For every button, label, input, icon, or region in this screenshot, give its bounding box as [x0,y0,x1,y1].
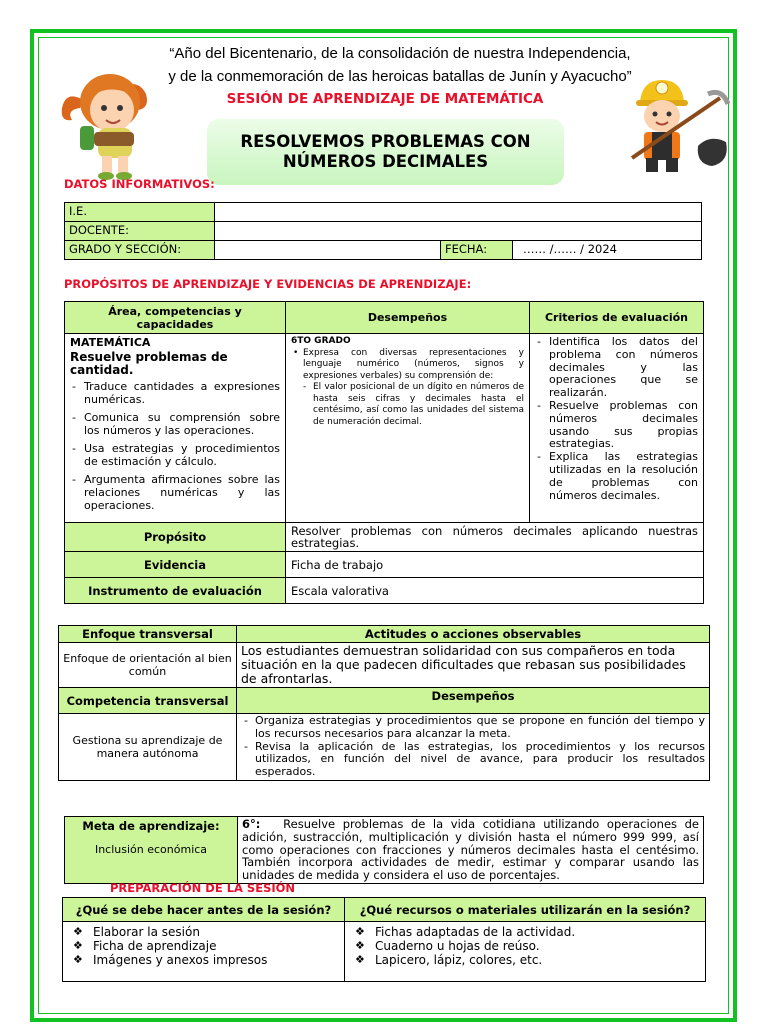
meta-grade: 6°: [242,817,261,831]
recursos-col-header: ¿Qué recursos o materiales utilizarán en la sesión? [345,898,706,922]
topic-line-1: RESOLVEMOS PROBLEMAS CON [240,132,531,151]
antes-item: ❖ Ficha de aprendizaje [69,939,338,953]
desempeno-transversal-item: - Organiza estrategias y procedimientos que se propone en función del tiempo y los recursos necesarios para alcanzar la meta. [241,715,705,741]
criterio-item: - Resuelve problemas con números decimales usando sus propias estrategias. [535,400,698,451]
ie-field[interactable] [215,203,702,222]
capacidad-item: - Usa estrategias y procedimientos de estimación y cálculo. [70,442,280,468]
area-cell [65,334,286,523]
competencia-transversal-items [237,714,710,781]
desempeno-transversal-item: - Revisa la aplicación de las estrategias, los procedimientos y los recursos utilizados, en función del nivel de avance, para producir los resultados esperados. [241,741,705,779]
capacidad-item: - Comunica su comprensión sobre los números y las operaciones. [70,411,280,437]
recurso-item: ❖ Cuaderno u hojas de reúso. [351,939,699,953]
motto-line-2: y de la conmemoración de las heroicas batallas de Junín y Ayacucho” [168,68,632,85]
grado-label: GRADO Y SECCIÓN: [65,241,215,260]
enfoque-name: Enfoque de orientación al bien común [59,643,237,688]
grade-label: 6TO GRADO [291,336,351,346]
criterios-list [535,336,698,502]
capacidades-list [70,380,280,512]
area-name: MATEMÁTICA [70,336,151,349]
meta-label-cell [65,817,238,884]
capacidad-item: - Traduce cantidades a expresiones numéricas. [70,380,280,406]
evidencia-value: Ficha de trabajo [286,552,704,578]
docente-field[interactable] [215,222,702,241]
topic-title-box [207,119,564,185]
docente-label: DOCENTE: [65,222,215,241]
miner-worker-clipart [612,58,730,176]
col-desempenos-header: Desempeños [286,302,530,334]
datos-table [64,202,702,260]
propositos-heading: PROPÓSITOS DE APRENDIZAJE Y EVIDENCIAS DE APRENDIZAJE: [64,277,472,291]
criterio-item: - Identifica los datos del problema con números decimales y las operaciones que se realizarán. [535,336,698,400]
grado-field[interactable] [215,241,441,260]
desempeno-sub: - El valor posicional de un dígito en números de hasta seis cifras y decimales hasta el centésimo, así como las unidades del sistema de numeración decimal. [291,382,524,428]
recursos-cell [345,922,706,982]
col-criterios-header: Criterios de evaluación [530,302,704,334]
preparacion-heading: PREPARACIÓN DE LA SESIÓN [110,881,296,895]
antes-col-header: ¿Qué se debe hacer antes de la sesión? [63,898,345,922]
criterios-cell [530,334,704,523]
topic-line-2: NÚMEROS DECIMALES [282,152,489,171]
propositos-table [64,301,704,604]
competencia-name: Resuelve problemas de cantidad. [70,350,228,377]
actitudes-col-header: Actitudes o acciones observables [237,626,710,643]
meta-text: Resuelve problemas de la vida cotidiana utilizando operaciones de adición, sustracción, multiplicación y división hasta el número 999 999, así como operaciones con fracciones y números decimales hasta el centésimo. También incorpora actividades de medir, estimar y comparar usando las unidades de medida y considera el uso de porcentajes. [242,817,700,883]
desempenos-cell [286,334,530,523]
instrumento-label: Instrumento de evaluación [65,578,286,604]
ie-label: I.E. [65,203,215,222]
recurso-item: ❖ Fichas adaptadas de la actividad. [351,925,699,939]
proposito-label: Propósito [65,523,286,552]
fecha-label: FECHA: [441,241,513,260]
meta-label: Meta de aprendizaje: [82,819,220,833]
antes-cell [63,922,345,982]
capacidad-item: - Argumenta afirmaciones sobre las relaciones numéricas y las operaciones. [70,473,280,512]
instrumento-value: Escala valorativa [286,578,704,604]
motto-line-1: “Año del Bicentenario, de la consolidación de nuestra Independencia, [169,45,631,62]
meta-sub: Inclusión económica [94,843,208,856]
fecha-field[interactable]: …… /…… / 2024 [513,241,702,260]
meta-text-cell [238,817,704,884]
criterio-item: - Explica las estrategias utilizadas en la resolución de problemas con números decimales. [535,451,698,502]
enfoque-table [58,625,710,781]
desempenos-transversal-header: Desempeños [237,688,710,714]
antes-item: ❖ Imágenes y anexos impresos [69,953,338,967]
proposito-value: Resolver problemas con números decimales aplicando nuestras estrategias. [286,523,704,552]
antes-item: ❖ Elaborar la sesión [69,925,338,939]
competencia-transversal-header: Competencia transversal [59,688,237,714]
actitud-text: Los estudiantes demuestran solidaridad con sus compañeros en toda situación en la que padecen dificultades que rebasan sus posibilidades de afrontarlas. [237,643,710,688]
preparacion-table [62,897,706,982]
session-title: SESIÓN DE APRENDIZAJE DE MATEMÁTICA [226,91,544,107]
meta-table [64,816,704,884]
competencia-transversal-name: Gestiona su aprendizaje de manera autónoma [59,714,237,781]
recurso-item: ❖ Lapicero, lápiz, colores, etc. [351,953,699,967]
girl-student-clipart [58,60,178,182]
evidencia-label: Evidencia [65,552,286,578]
col-area-header: Área, competencias y capacidades [65,302,286,334]
datos-heading: DATOS INFORMATIVOS: [64,177,215,191]
enfoque-col-header: Enfoque transversal [59,626,237,643]
desempeno-main: • Expresa con diversas representaciones y lenguaje numérico (números, signos y expresiones verbales) su comprensión de: [291,348,524,383]
